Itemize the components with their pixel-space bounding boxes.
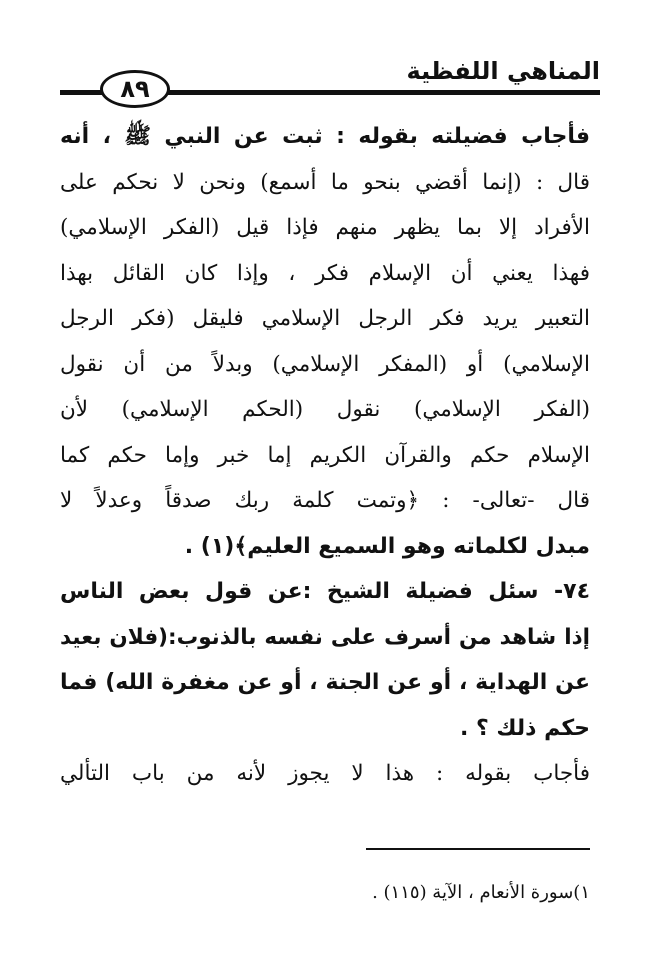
page-number: ٨٩ [120,75,150,103]
text-line-14: حكم ذلك ؟ . [459,715,590,741]
page-number-oval [100,70,170,108]
text-line-12: إذا شاهد من أسرف على نفسه بالذنوب:(فلان بعيد [60,624,590,650]
text-line-6: الإسلامي) أو (المفكر الإسلامي) وبدلاً من أن نقول [60,351,590,377]
text-line-11: ٧٤- سئل فضيلة الشيخ :عن قول بعض الناس [60,579,590,604]
running-title: المناهي اللفظية [406,57,600,85]
text-line-5: التعبير يريد فكر الرجل الإسلامي فليقل (فكر الرجل [60,306,590,331]
text-line-9: قال -تعالى- : ﴿وتمت كلمة ربك صدقاً وعدلاً لا [60,488,590,513]
footnote-separator [366,848,590,850]
page-header [60,52,600,112]
text-line-15: فأجاب بقوله : هذا لا يجوز لأنه من باب التألي [60,761,590,786]
body-text [60,114,590,797]
text-line-8: الإسلام حكم والقرآن الكريم إما خبر وإما حكم كما [60,442,590,468]
text-line-7: (الفكر الإسلامي) نقول (الحكم الإسلامي) لأن [60,397,590,422]
text-line-10: مبدل لكلماته وهو السميع العليم﴾(١) . [184,533,590,559]
text-line-4: فهذا يعني أن الإسلام فكر ، وإذا كان القائل بهذا [60,260,590,286]
text-line-3: الأفراد إلا بما يظهر منهم فإذا قيل (الفكر الإسلامي) [60,215,590,240]
footnote: ١)سورة الأنعام ، الآية (١١٥) . [372,882,590,903]
text-line-13: عن الهداية ، أو عن الجنة ، أو عن مغفرة الله) فما [60,670,590,695]
text-line-2: قال : (إنما أقضي بنحو ما أسمع) ونحن لا نحكم على [60,169,590,195]
text-line-1: فأجاب فضيلته بقوله : ثبت عن النبي ﷺ ، أنه [60,124,590,149]
